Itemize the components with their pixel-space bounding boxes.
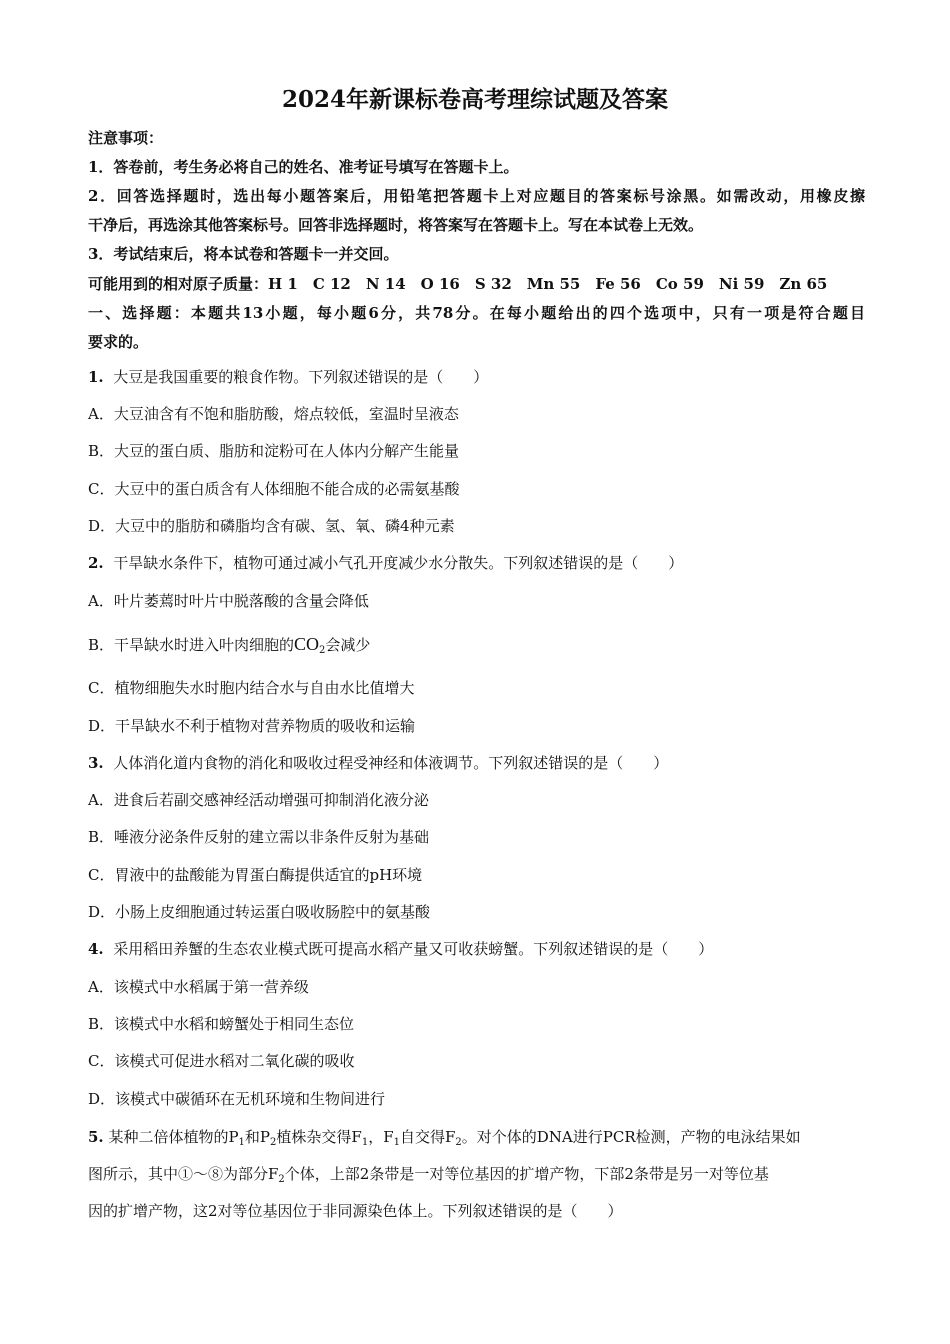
q1-option-c: C．大豆中的蛋白质含有人体细胞不能合成的必需氨基酸	[88, 480, 460, 498]
question-4	[88, 938, 713, 960]
q2-option-d: D．干旱缺水不利于植物对营养物质的吸收和运输	[88, 717, 416, 735]
q4-option-a: A．该模式中水稻属于第一营养级	[88, 978, 309, 996]
question-1	[88, 366, 488, 388]
subscript: 2	[278, 1174, 285, 1185]
stem-text: 某种二倍体植物的P	[108, 1128, 239, 1146]
q2-option-a: A．叶片萎蔫时叶片中脱落酸的含量会降低	[88, 592, 369, 610]
q4-option-d: D．该模式中碳循环在无机环境和生物间进行	[88, 1090, 386, 1108]
q3-option-d: D．小肠上皮细胞通过转运蛋白吸收肠腔中的氨基酸	[88, 903, 431, 921]
stem-text: 。对个体的DNA进行PCR检测，产物的电泳结果如	[461, 1128, 801, 1146]
option-text: 会减少	[325, 636, 371, 654]
question-5-line-2	[88, 1163, 769, 1191]
question-2	[88, 552, 683, 574]
notice-item-3: 3．考试结束后，将本试卷和答题卡一并交回。	[88, 245, 399, 263]
subscript: 2	[270, 1137, 277, 1148]
subscript: 1	[361, 1137, 369, 1148]
stem-text: 和P	[244, 1128, 271, 1146]
co2-formula: CO	[294, 634, 320, 654]
subscript: 2	[319, 645, 326, 656]
question-5-line-3: 因的扩增产物，这2对等位基因位于非同源染色体上。下列叙述错误的是（ ）	[88, 1202, 623, 1220]
question-number: 2.	[88, 554, 104, 572]
option-text: B．干旱缺水时进入叶肉细胞的	[88, 636, 295, 654]
atomic-masses: 可能用到的相对原子质量：H 1 C 12 N 14 O 16 S 32 Mn 55 Fe 56 Co 59 Ni 59 Zn 65	[88, 275, 828, 293]
subscript: 1	[393, 1137, 400, 1148]
section-1-line-1: 一、选择题：本题共13小题，每小题6分，共78分。在每小题给出的四个选项中，只有一项是符合题目	[88, 304, 865, 322]
notice-item-2-line-2: 干净后，再选涂其他答案标号。回答非选择题时，将答案写在答题卡上。写在本试卷上无效。	[88, 216, 704, 234]
q1-option-b: B．大豆的蛋白质、脂肪和淀粉可在人体内分解产生能量	[88, 442, 460, 460]
q1-option-a: A．大豆油含有不饱和脂肪酸，熔点较低，室温时呈液态	[88, 405, 459, 423]
notice-item-1: 1．答卷前，考生务必将自己的姓名、准考证号填写在答题卡上。	[88, 158, 519, 176]
section-1-line-2: 要求的。	[88, 333, 149, 351]
question-stem: 人体消化道内食物的消化和吸收过程受神经和体液调节。下列叙述错误的是（ ）	[113, 754, 669, 772]
q3-option-c: C．胃液中的盐酸能为胃蛋白酶提供适宜的pH环境	[88, 866, 423, 884]
stem-text: 植株杂交得F	[276, 1128, 362, 1146]
notice-heading: 注意事项：	[88, 129, 164, 147]
q2-option-b	[88, 633, 370, 662]
subscript: 1	[238, 1137, 245, 1148]
question-number: 3.	[88, 754, 104, 772]
question-number: 1.	[88, 368, 104, 386]
stem-text: 个体，上部2条带是一对等位基因的扩增产物，下部2条带是另一对等位基	[284, 1165, 769, 1183]
page-title: 2024年新课标卷高考理综试题及答案	[281, 86, 668, 113]
stem-text: 自交得F	[399, 1128, 456, 1146]
question-number: 5.	[88, 1128, 104, 1146]
notice-item-2-line-1: 2．回答选择题时，选出每小题答案后，用铅笔把答题卡上对应题目的答案标号涂黑。如需改动，用橡皮擦	[88, 187, 865, 205]
q2-option-c: C．植物细胞失水时胞内结合水与自由水比值增大	[88, 679, 415, 697]
stem-text: ，F	[368, 1128, 394, 1146]
stem-text: 图所示，其中①～⑧为部分F	[88, 1165, 279, 1183]
q3-option-b: B．唾液分泌条件反射的建立需以非条件反射为基础	[88, 828, 430, 846]
q4-option-c: C．该模式可促进水稻对二氧化碳的吸收	[88, 1052, 355, 1070]
subscript: 2	[455, 1137, 462, 1148]
q4-option-b: B．该模式中水稻和螃蟹处于相同生态位	[88, 1015, 355, 1033]
question-stem: 大豆是我国重要的粮食作物。下列叙述错误的是（ ）	[113, 368, 489, 386]
q1-option-d: D．大豆中的脂肪和磷脂均含有碳、氢、氧、磷4种元素	[88, 517, 455, 535]
q3-option-a: A．进食后若副交感神经活动增强可抑制消化液分泌	[88, 791, 429, 809]
question-number: 4.	[88, 940, 104, 958]
question-stem: 干旱缺水条件下，植物可通过减小气孔开度减少水分散失。下列叙述错误的是（ ）	[113, 554, 684, 572]
question-5-line-1	[88, 1126, 801, 1154]
question-3	[88, 752, 668, 774]
question-stem: 采用稻田养蟹的生态农业模式既可提高水稻产量又可收获螃蟹。下列叙述错误的是（ ）	[113, 940, 714, 958]
